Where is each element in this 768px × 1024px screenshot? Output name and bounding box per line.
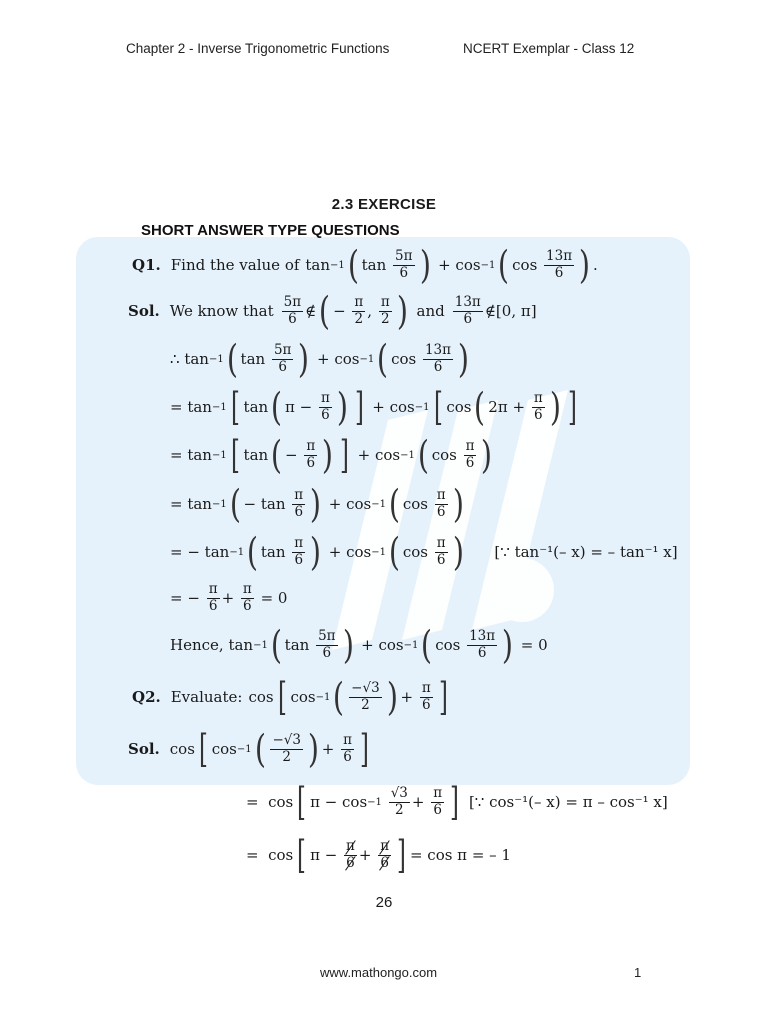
q2-text: Evaluate: [170, 688, 243, 706]
header-book-title: NCERT Exemplar - Class 12 [463, 41, 635, 56]
q2-step-2: = cos [ π − $\frac{\pi}{6}$ + $\frac{\pi}{6}$ ] = cos π = – 1 [246, 833, 511, 877]
page-number: 26 [375, 894, 393, 911]
q1-expression: tan −1 ( tan $\frac{5\pi}{6}$ ) + cos −1 ( cos $\frac{13\pi}{6}$ ) . [305, 243, 598, 287]
q1-solution-intro [128, 284, 537, 338]
q2-solution: Sol. cos [ cos −1 ( $\frac{-√3}{2}$ ) + $\frac{\pi}{6}$ ] [128, 727, 369, 771]
q2-identity-note: [∵ cos⁻¹(– x) = π – cos⁻¹ x] [468, 793, 668, 811]
q1-identity-note: [∵ tan⁻¹(– x) = – tan⁻¹ x] [494, 543, 678, 561]
q1-label: Q1. [132, 256, 161, 274]
footer-url[interactable]: www.mathongo.com [320, 965, 438, 980]
q1-step-5: = − tan −1 ( tan $\frac{\pi}{6}$ ) + cos −1 ( cos $\frac{\pi}{6}$ ) [∵ tan⁻¹(– x) = – tan⁻¹ x] [170, 530, 678, 574]
q2-label: Q2. [132, 688, 161, 706]
q1-step-3: = tan −1 [ tan ( − $\frac{\pi}{6}$ ) ] + cos −1 ( cos $\frac{\pi}{6}$ ) [170, 433, 493, 477]
header-chapter-title: Chapter 2 - Inverse Trigonometric Functions [126, 41, 390, 56]
q1-step-2: = tan −1 [ tan ( π − $\frac{\pi}{6}$ ) ] + cos −1 [ cos ( 2π + $\frac{\pi}{6}$ ) ] [170, 385, 577, 429]
q2-step-1: = cos [ π − cos −1 $\frac{√3}{2}$ + $\frac{\pi}{6}$ ] [∵ cos⁻¹(– x) = π – cos⁻¹ x] [246, 780, 668, 824]
section-subtitle: SHORT ANSWER TYPE QUESTIONS [141, 222, 400, 239]
q1-conclusion: Hence, tan −1 ( tan $\frac{5\pi}{6}$ ) + cos −1 ( cos $\frac{13\pi}{6}$ ) = 0 [170, 623, 548, 667]
q1-sol-condition: $\frac{5\pi}{6}$ ∉ ( − $\frac{\pi}{2}$ , $\frac{\pi}{2}$ ) [283, 289, 408, 333]
q1-text: Find the value of [170, 256, 300, 274]
q2-question: Q2. Evaluate: cos [ cos −1 ( $\frac{-√3}{2}$ ) + $\frac{\pi}{6}$ ] [132, 675, 448, 719]
q1-step-4: = tan −1 ( − tan $\frac{\pi}{6}$ ) + cos −1 ( cos $\frac{\pi}{6}$ ) [170, 482, 464, 526]
footer-page-number: 1 [634, 965, 642, 980]
q2-sol-label: Sol. [128, 740, 160, 758]
q1-sol-condition-2: $\frac{13\pi}{6}$ ∉ [0, π] [454, 293, 537, 327]
q1-hence: Hence, [170, 636, 224, 654]
q1-sol-label: Sol. [128, 302, 160, 320]
q1-step-1: ∴ tan −1 ( tan $\frac{5\pi}{6}$ ) + cos −1 ( cos $\frac{13\pi}{6}$ ) [170, 337, 470, 381]
therefore-symbol: ∴ [170, 350, 180, 368]
section-title: 2.3 EXERCISE [331, 196, 437, 213]
q1-step-6: = − $\frac{\pi}{6}$ + $\frac{\pi}{6}$ = 0 [170, 580, 288, 614]
q1-and: and [416, 302, 445, 320]
q1-sol-text: We know that [169, 302, 274, 320]
q2-result: = cos π = – 1 [409, 846, 511, 864]
